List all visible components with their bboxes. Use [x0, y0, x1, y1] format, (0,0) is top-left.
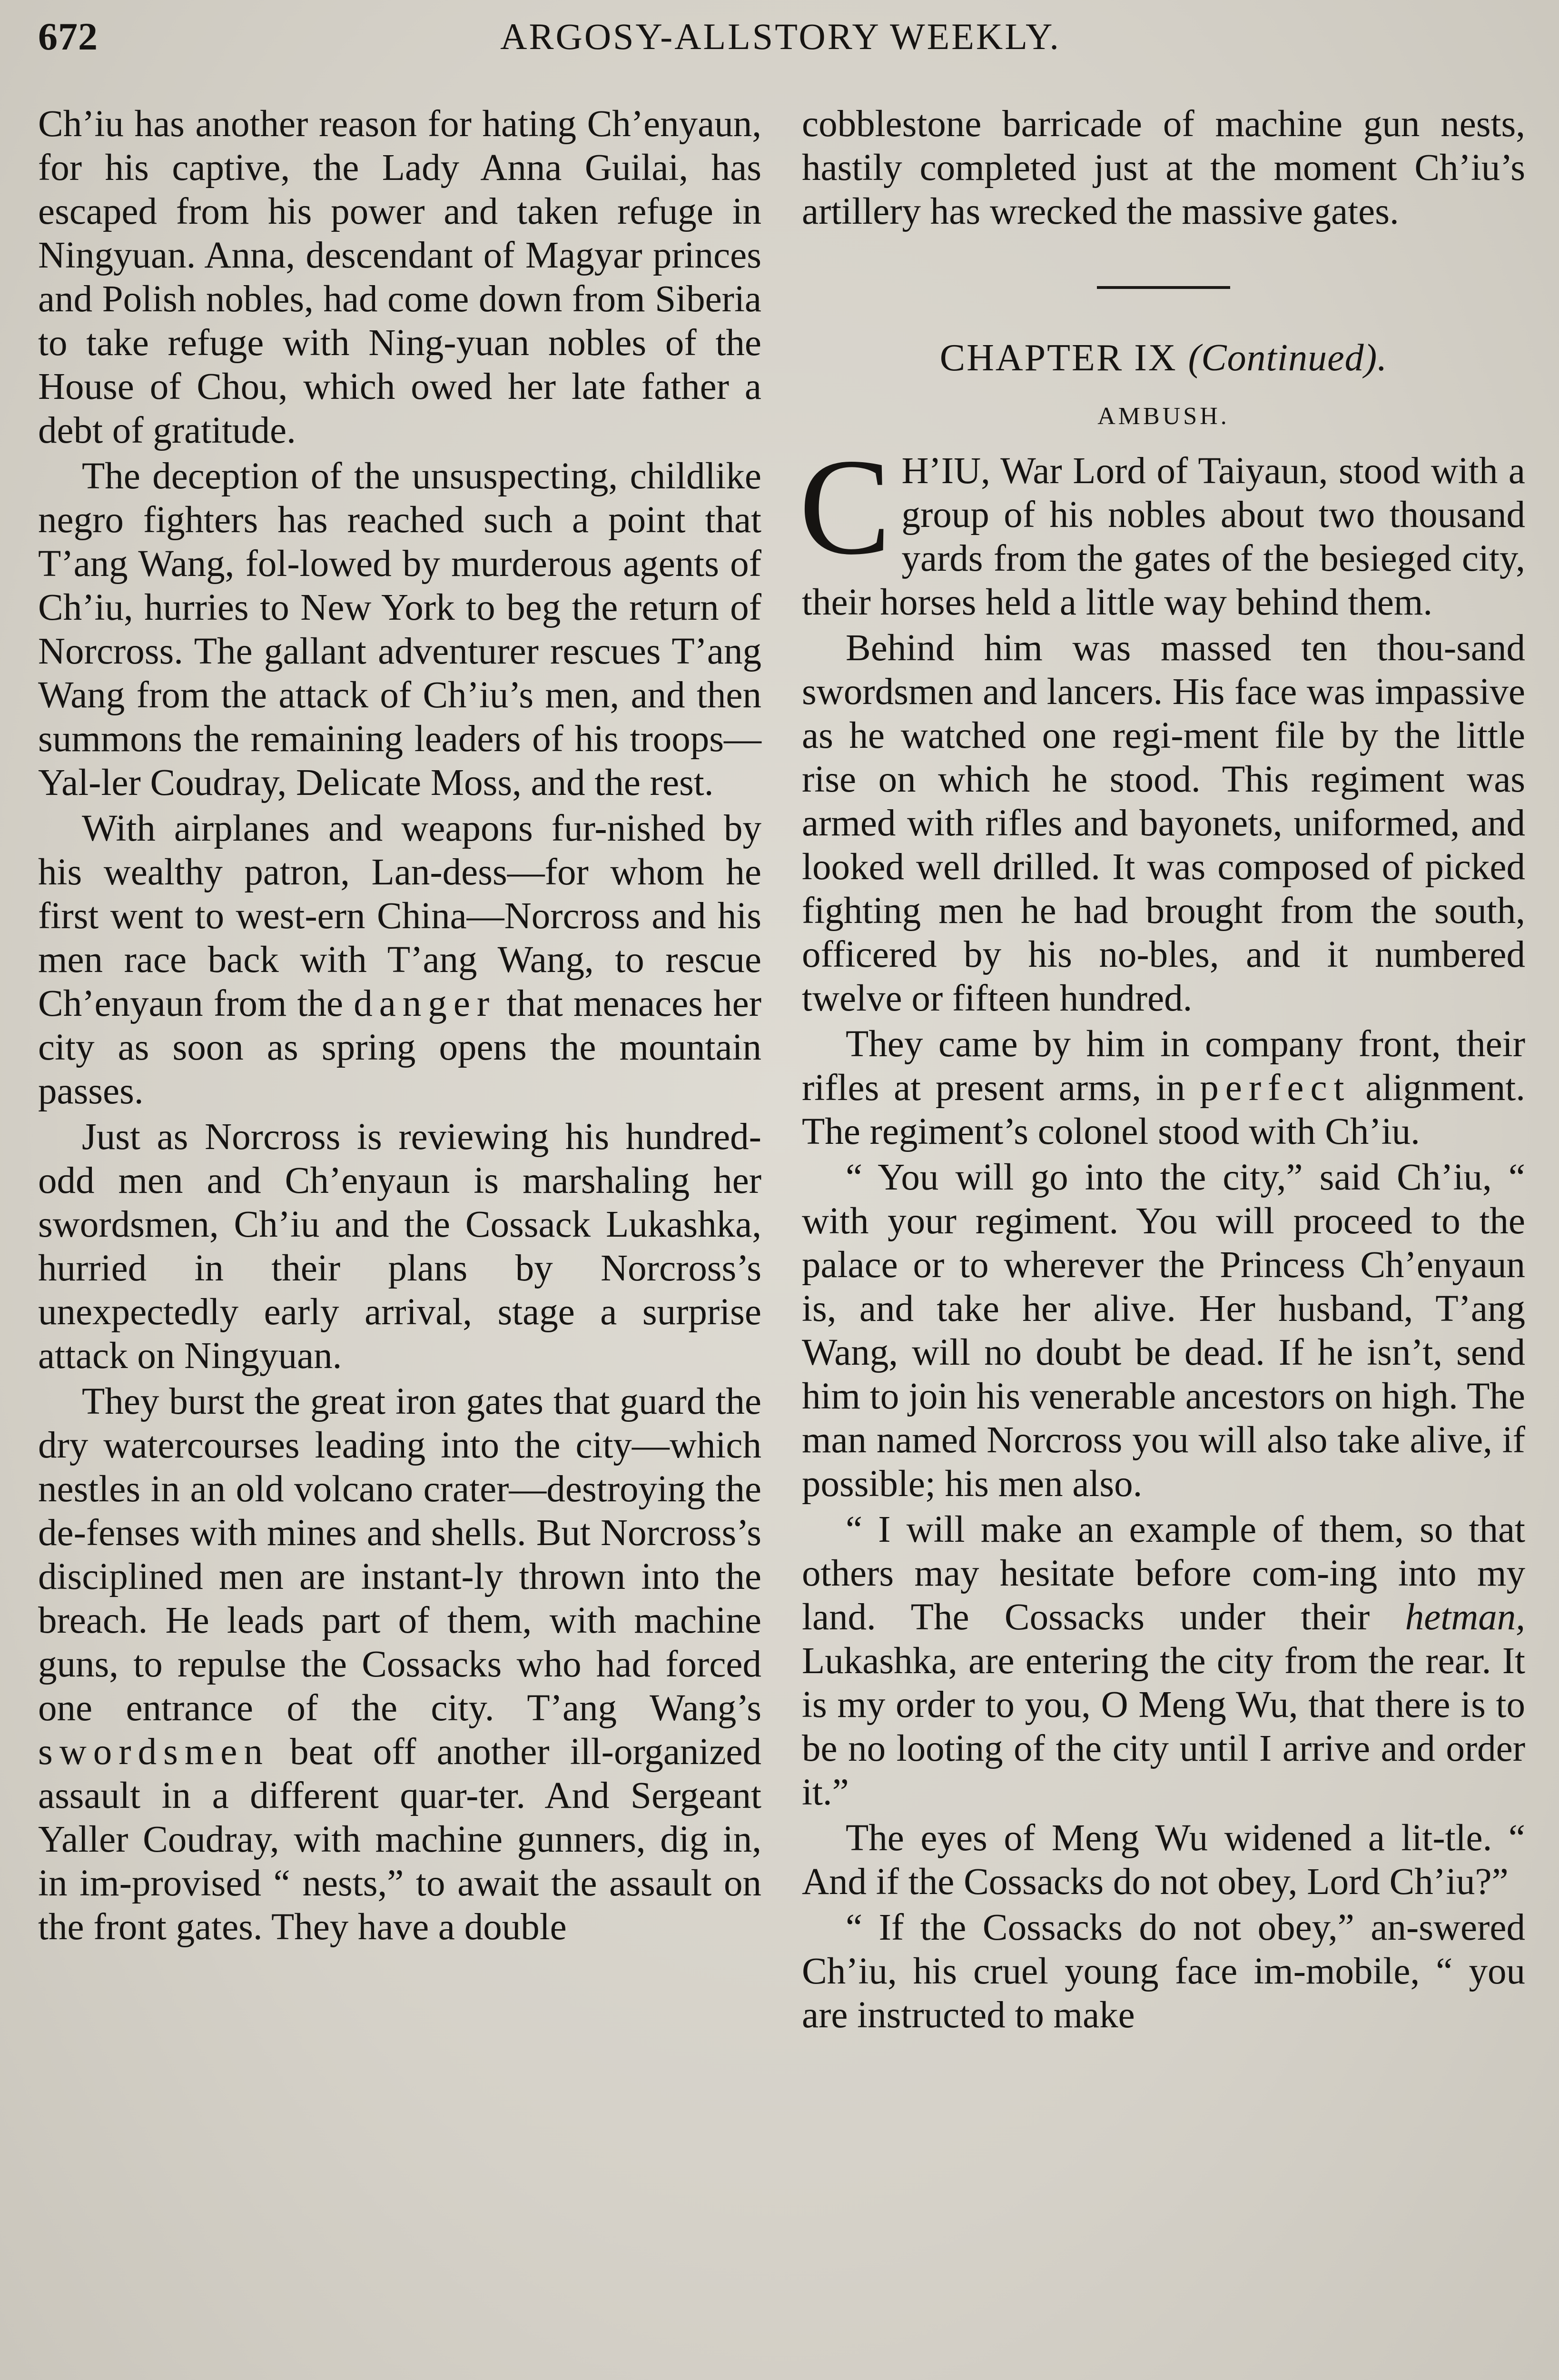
synopsis-paragraph-3-text-a: With airplanes and weapons fur-nished by his wealthy patron, Lan-dess—for whom he first went to west-ern China—Norcross and his men race back with T’ang Wang, to rescue Ch’enyaun from the [38, 808, 761, 1024]
story-paragraph-3-text-b: alignment. The regiment’s colonel stood with Ch’iu. [802, 1067, 1526, 1152]
chapter-heading [802, 334, 1525, 382]
synopsis-paragraph-4: Just as Norcross is reviewing his hundred-odd men and Ch’enyaun is marshaling her swordsmen, Ch’iu and the Cossack Lukashka, hurried in their plans by Norcross’s unexpectedly early arrival, stage a surprise attack on Ningyuan. [38, 1116, 761, 1377]
chapter-subtitle: AMBUSH. [1097, 403, 1230, 430]
synopsis-paragraph-6: cobblestone barricade of machine gun nests, hastily completed just at the moment Ch’iu’s artillery has wrecked the massive gates. [802, 103, 1525, 232]
chapter-continued-label: (Continued). [1188, 337, 1388, 379]
page-number: 672 [38, 15, 98, 58]
italic-word-hetman: hetman, [1405, 1597, 1526, 1638]
story-paragraph-2: Behind him was massed ten thou-sand swordsmen and lancers. His face was impassive as he watched one regi-ment file by the little rise on which he stood. This regiment was armed with rifles and bayonets, uniformed, and looked well drilled. It was composed of picked fighting men he had brought from the south, officered by his no-bles, and it numbered twelve or fifteen hundred. [802, 627, 1525, 1019]
synopsis-paragraph-5-text-a: They burst the great iron gates that guard the dry watercourses leading into the city—which nestles in an old volcano crater—destroying the de-fenses with mines and shells. But Norcross’s disciplined men are instant-ly thrown into the breach. He leads part of them, with machine guns, to repulse the Cossacks who had forced one entrance of the city. T’ang Wang’s [38, 1381, 761, 1729]
spaced-word-danger: danger [354, 983, 496, 1024]
story-paragraph-3 [802, 1022, 1525, 1154]
spaced-word-perfect: perfect [1200, 1067, 1351, 1109]
running-head-title: ARGOSY-ALLSTORY WEEKLY. [500, 16, 1061, 57]
left-column [38, 102, 761, 1949]
page-header [38, 14, 1523, 67]
synopsis-paragraph-2: The deception of the unsuspecting, childlike negro fighters has reached such a point that T’ang Wang, fol-lowed by murderous agents of Ch’iu, hurries to New York to beg the return of Norcross. The gallant adventurer rescues T’ang Wang from the attack of Ch’iu’s men, and then summons the remaining leaders of his troops—Yal-ler Coudray, Delicate Moss, and the rest. [38, 456, 761, 803]
spaced-word-swordsmen: swordsmen [38, 1731, 269, 1773]
synopsis-paragraph-3-text-b: that menaces her city as soon as spring opens the mountain passes. [38, 983, 762, 1112]
story-paragraph-5 [802, 1508, 1525, 1815]
story-paragraph-6: The eyes of Meng Wu widened a lit-tle. “ And if the Cossacks do not obey, Lord Ch’iu?” [802, 1817, 1525, 1903]
story-paragraph-7: “ If the Cossacks do not obey,” an-swered Ch’iu, his cruel young face im-mobile, “ you are instructed to make [802, 1907, 1525, 2036]
synopsis-paragraph-5-text-b: beat off another ill-organized assault in a different quar-ter. And Sergeant Yaller Coudray, with machine gunners, dig in, in im-provised “ nests,” to await the assault on the front gates. They have a double [38, 1731, 761, 1948]
section-divider-rule [1097, 286, 1230, 289]
synopsis-paragraph-1: Ch’iu has another reason for hating Ch’enyaun, for his captive, the Lady Anna Guilai, has escaped from his power and taken refuge in Ningyuan. Anna, descendant of Magyar princes and Polish nobles, had come down from Siberia to take refuge with Ning-yuan nobles of the House of Chou, which owed her late father a debt of gratitude. [38, 103, 761, 451]
story-paragraph-1 [799, 430, 1525, 625]
story-paragraph-4: “ You will go into the city,” said Ch’iu, “ with your regiment. You will proceed to the palace or to wherever the Princess Ch’enyaun is, and take her alive. Her husband, T’ang Wang, will no doubt be dead. If he isn’t, send him to join his venerable ancestors on high. The man named Norcross you will also take alive, if possible; his men also. [802, 1157, 1525, 1505]
chapter-title: CHAPTER IX [939, 337, 1177, 379]
story-paragraph-3-text-a: They came by him in company front, their rifles at present arms, in [802, 1023, 1525, 1109]
story-paragraph-5-text-b: Lukashka, are entering the city from the rear. It is my order to you, O Meng Wu, that there is to be no looting of the city until I arrive and order it.” [802, 1640, 1525, 1813]
right-column [799, 102, 1526, 2037]
synopsis-paragraph-5 [38, 1380, 761, 1949]
drop-cap-letter: C [799, 430, 891, 583]
synopsis-paragraph-3 [38, 807, 761, 1113]
story-paragraph-1-text: H’IU, War Lord of Taiyaun, stood with a group of his nobles about two thousand yards from the gates of the besieged city, their horses held a little way behind them. [802, 450, 1525, 623]
story-paragraph-5-text-a: “ I will make an example of them, so that others may hesitate before com-ing into my land. The Cossacks under their [802, 1509, 1525, 1638]
